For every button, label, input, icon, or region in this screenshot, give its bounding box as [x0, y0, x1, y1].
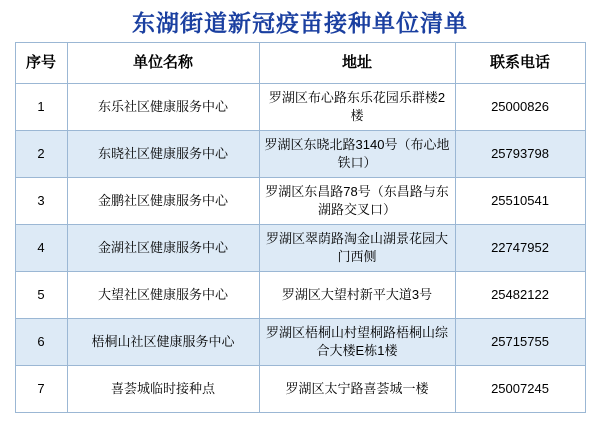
- cell-index: 4: [15, 225, 67, 272]
- cell-phone: 22747952: [455, 225, 585, 272]
- cell-index: 2: [15, 131, 67, 178]
- cell-index: 1: [15, 84, 67, 131]
- vaccination-sites-table: [15, 42, 586, 413]
- cell-phone: 25510541: [455, 178, 585, 225]
- cell-name: 东晓社区健康服务中心: [67, 131, 259, 178]
- cell-name: 金湖社区健康服务中心: [67, 225, 259, 272]
- table-body: [15, 84, 585, 413]
- cell-name: 大望社区健康服务中心: [67, 272, 259, 319]
- cell-address: 罗湖区太宁路喜荟城一楼: [259, 366, 455, 413]
- table-row: [15, 272, 585, 319]
- table-row: [15, 319, 585, 366]
- cell-phone: 25793798: [455, 131, 585, 178]
- cell-address: 罗湖区翠荫路淘金山湖景花园大门西侧: [259, 225, 455, 272]
- cell-index: 3: [15, 178, 67, 225]
- table-header: [15, 43, 585, 84]
- cell-index: 5: [15, 272, 67, 319]
- page-title: 东湖街道新冠疫苗接种单位清单: [132, 10, 468, 36]
- cell-name: 东乐社区健康服务中心: [67, 84, 259, 131]
- cell-phone: 25000826: [455, 84, 585, 131]
- cell-phone: 25482122: [455, 272, 585, 319]
- table-row: [15, 84, 585, 131]
- cell-name: 喜荟城临时接种点: [67, 366, 259, 413]
- table-row: [15, 131, 585, 178]
- table-row: [15, 225, 585, 272]
- document-title-bar: [0, 0, 600, 42]
- cell-phone: 25007245: [455, 366, 585, 413]
- column-header-name: 单位名称: [67, 43, 259, 84]
- table-row: [15, 366, 585, 413]
- cell-name: 金鹏社区健康服务中心: [67, 178, 259, 225]
- cell-address: 罗湖区布心路东乐花园乐群楼2楼: [259, 84, 455, 131]
- cell-name: 梧桐山社区健康服务中心: [67, 319, 259, 366]
- cell-index: 7: [15, 366, 67, 413]
- cell-address: 罗湖区大望村新平大道3号: [259, 272, 455, 319]
- table-row: [15, 178, 585, 225]
- cell-address: 罗湖区东晓北路3140号（布心地铁口）: [259, 131, 455, 178]
- column-header-phone: 联系电话: [455, 43, 585, 84]
- cell-phone: 25715755: [455, 319, 585, 366]
- cell-index: 6: [15, 319, 67, 366]
- cell-address: 罗湖区东昌路78号（东昌路与东湖路交叉口）: [259, 178, 455, 225]
- table-header-row: [15, 43, 585, 84]
- column-header-index: 序号: [15, 43, 67, 84]
- column-header-address: 地址: [259, 43, 455, 84]
- cell-address: 罗湖区梧桐山村望桐路梧桐山综合大楼E栋1楼: [259, 319, 455, 366]
